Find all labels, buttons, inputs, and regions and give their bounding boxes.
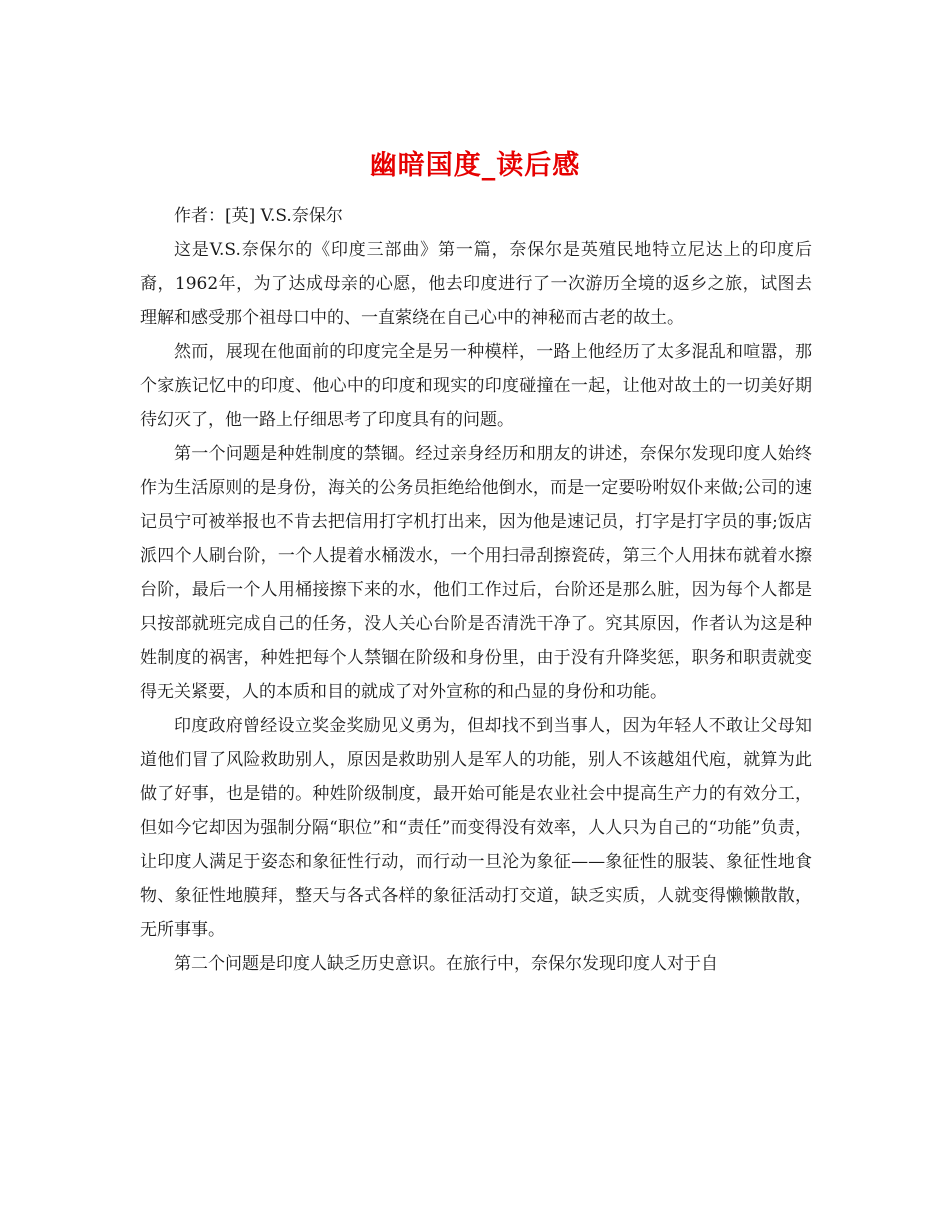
paragraph-5: 第二个问题是印度人缺乏历史意识。在旅行中，奈保尔发现印度人对于自: [174, 954, 718, 974]
paragraph-3: 第一个问题是种姓制度的禁锢。经过亲身经历和朋友的讲述，奈保尔发现印度人始终作为生活原则的是身份，海关的公务员拒绝给他倒水，而是一定要吩咐奴仆来做;公司的速记员宁可被举报也不肯去把信用打字机打出来，因为他是速记员，打字是打字员的事;饭店派四个人刷台阶，一个人提着水桶泼水，一个用扫帚刮擦瓷砖，第三个人用抹布就着水擦台阶，最后一个人用桶接擦下来的水，他们工作过后，台阶还是那么脏，因为每个人都是只按部就班完成自己的任务，没人关心台阶是否清洗干净了。究其原因，作者认为这是种姓制度的祸害，种姓把每个人禁锢在阶级和身份里，由于没有升降奖惩，职务和职责就变得无关紧要，人的本质和目的就成了对外宣称的和凸显的身份和功能。: [140, 444, 812, 702]
author-line: 作者：[英] V.S.奈保尔: [174, 206, 343, 226]
paragraph-1: 这是V.S.奈保尔的《印度三部曲》第一篇，奈保尔是英殖民地特立尼达上的印度后裔，1962年，为了达成母亲的心愿，他去印度进行了一次游历全境的返乡之旅，试图去理解和感受那个祖母口中的、一直萦绕在自己心中的神秘而古老的故土。: [140, 240, 812, 328]
paragraph-2: 然而，展现在他面前的印度完全是另一种模样，一路上他经历了太多混乱和喧嚣，那个家族记忆中的印度、他心中的印度和现实的印度碰撞在一起，让他对故土的一切美好期待幻灭了，他一路上仔细思考了印度具有的问题。: [140, 342, 812, 430]
paragraph-4: 印度政府曾经设立奖金奖励见义勇为，但却找不到当事人，因为年轻人不敢让父母知道他们冒了风险救助别人，原因是救助别人是军人的功能，别人不该越俎代庖，就算为此做了好事，也是错的。种姓阶级制度，最开始可能是农业社会中提高生产力的有效分工，但如今它却因为强制分隔“职位”和“责任”而变得没有效率，人人只为自己的“功能”负责，让印度人满足于姿态和象征性行动，而行动一旦沦为象征——象征性的服装、象征性地食物、象征性地膜拜，整天与各式各样的象征活动打交道，缺乏实质，人就变得懒懒散散，无所事事。: [140, 716, 812, 940]
document-body: [140, 199, 812, 981]
document-title: 幽暗国度_读后感: [369, 150, 581, 182]
